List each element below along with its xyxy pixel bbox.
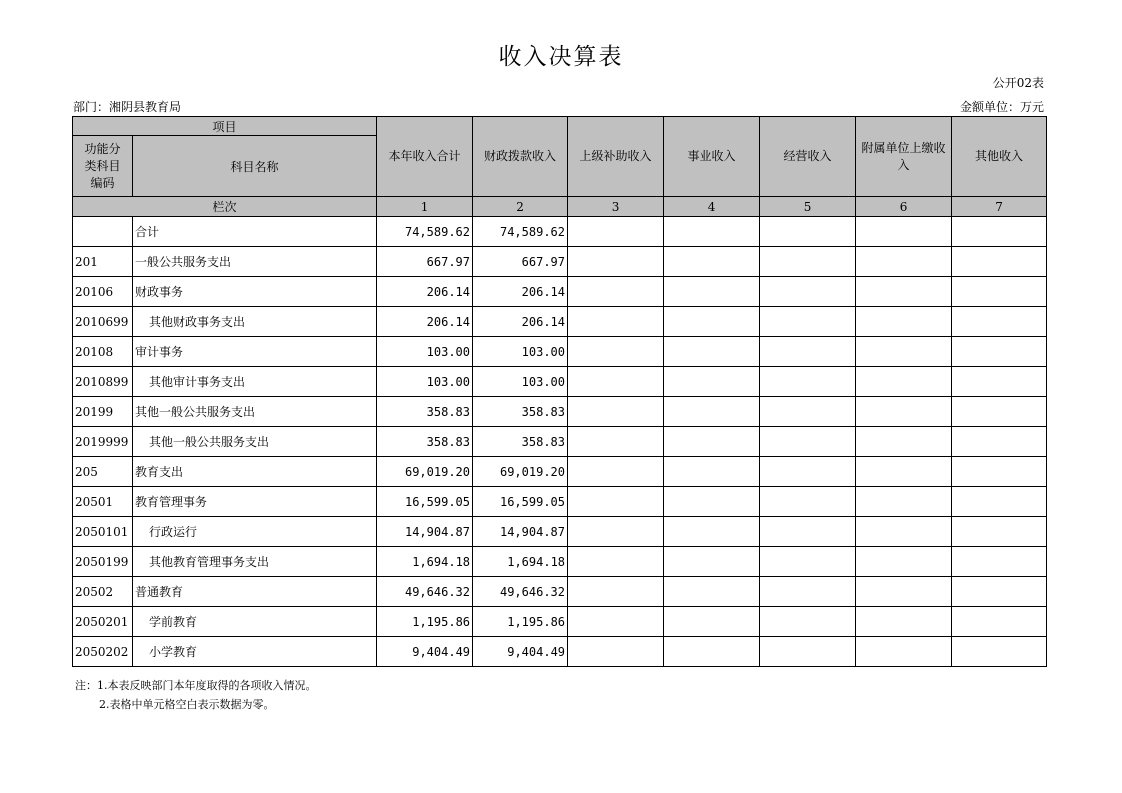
fiscal-income-cell: 1,694.18 [473,547,568,577]
fiscal-income-cell: 103.00 [473,337,568,367]
code-cell: 20108 [73,337,133,367]
code-cell: 2050101 [73,517,133,547]
operating-income-cell [760,607,856,637]
total-income-cell: 667.97 [377,247,473,277]
department-label: 部门：湘阴县教育局 [73,100,182,114]
table-row [73,607,1047,637]
superior-subsidy-cell [568,367,664,397]
superior-subsidy-cell [568,397,664,427]
note-2: 2.表格中单元格空白表示数据为零。 [99,698,275,711]
operating-income-cell [760,427,856,457]
business-income-cell [664,517,760,547]
code-cell: 2010699 [73,307,133,337]
code-cell: 20502 [73,577,133,607]
business-income-cell [664,397,760,427]
fiscal-income-cell: 14,904.87 [473,517,568,547]
income-table [72,116,1047,667]
col-number: 5 [760,197,856,217]
table-row [73,397,1047,427]
operating-income-cell [760,367,856,397]
affiliated-income-cell [856,517,952,547]
name-cell: 其他财政事务支出 [133,307,377,337]
affiliated-income-cell [856,487,952,517]
total-income-cell: 103.00 [377,367,473,397]
affiliated-income-cell [856,277,952,307]
name-cell: 其他一般公共服务支出 [133,427,377,457]
affiliated-income-cell [856,427,952,457]
other-income-cell [952,367,1047,397]
total-income-cell: 1,195.86 [377,607,473,637]
other-income-cell [952,487,1047,517]
fiscal-income-cell: 667.97 [473,247,568,277]
code-cell: 20106 [73,277,133,307]
business-income-cell [664,547,760,577]
business-income-cell [664,487,760,517]
table-row [73,517,1047,547]
col-header-operating: 经营收入 [760,117,856,197]
total-income-cell: 1,694.18 [377,547,473,577]
col-number: 3 [568,197,664,217]
operating-income-cell [760,487,856,517]
code-header: 功能分类科目编码 [73,136,133,197]
total-income-cell: 49,646.32 [377,577,473,607]
amount-unit-label: 金额单位：万元 [959,100,1044,114]
name-cell: 其他审计事务支出 [133,367,377,397]
affiliated-income-cell [856,577,952,607]
affiliated-income-cell [856,217,952,247]
operating-income-cell [760,577,856,607]
name-cell: 合计 [133,217,377,247]
col-header-other: 其他收入 [952,117,1047,197]
total-income-cell: 358.83 [377,397,473,427]
code-cell: 2019999 [73,427,133,457]
code-cell [73,217,133,247]
code-cell: 201 [73,247,133,277]
name-header: 科目名称 [133,136,377,197]
table-row [73,427,1047,457]
fiscal-income-cell: 69,019.20 [473,457,568,487]
name-cell: 学前教育 [133,607,377,637]
superior-subsidy-cell [568,577,664,607]
affiliated-income-cell [856,607,952,637]
name-cell: 教育支出 [133,457,377,487]
col-header-superior-subsidy: 上级补助收入 [568,117,664,197]
table-row [73,577,1047,607]
table-row [73,637,1047,667]
other-income-cell [952,337,1047,367]
affiliated-income-cell [856,367,952,397]
operating-income-cell [760,637,856,667]
business-income-cell [664,637,760,667]
footnotes [75,676,317,714]
other-income-cell [952,457,1047,487]
other-income-cell [952,427,1047,457]
affiliated-income-cell [856,547,952,577]
fiscal-income-cell: 358.83 [473,427,568,457]
other-income-cell [952,307,1047,337]
name-cell: 一般公共服务支出 [133,247,377,277]
business-income-cell [664,427,760,457]
code-cell: 2050199 [73,547,133,577]
business-income-cell [664,277,760,307]
fiscal-income-cell: 103.00 [473,367,568,397]
business-income-cell [664,367,760,397]
name-cell: 小学教育 [133,637,377,667]
superior-subsidy-cell [568,307,664,337]
other-income-cell [952,247,1047,277]
business-income-cell [664,577,760,607]
table-row [73,457,1047,487]
col-number: 6 [856,197,952,217]
operating-income-cell [760,337,856,367]
col-number: 1 [377,197,473,217]
table-row [73,487,1047,517]
superior-subsidy-cell [568,427,664,457]
business-income-cell [664,607,760,637]
code-cell: 2050201 [73,607,133,637]
total-income-cell: 103.00 [377,337,473,367]
fiscal-income-cell: 9,404.49 [473,637,568,667]
affiliated-income-cell [856,307,952,337]
name-cell: 行政运行 [133,517,377,547]
superior-subsidy-cell [568,547,664,577]
col-number: 2 [473,197,568,217]
col-number: 7 [952,197,1047,217]
superior-subsidy-cell [568,217,664,247]
operating-income-cell [760,397,856,427]
fiscal-income-cell: 358.83 [473,397,568,427]
other-income-cell [952,577,1047,607]
superior-subsidy-cell [568,457,664,487]
other-income-cell [952,397,1047,427]
col-header-affiliated: 附属单位上缴收入 [856,117,952,197]
name-cell: 财政事务 [133,277,377,307]
other-income-cell [952,277,1047,307]
col-header-business: 事业收入 [664,117,760,197]
total-income-cell: 206.14 [377,307,473,337]
fiscal-income-cell: 16,599.05 [473,487,568,517]
superior-subsidy-cell [568,277,664,307]
business-income-cell [664,217,760,247]
fiscal-income-cell: 49,646.32 [473,577,568,607]
fiscal-income-cell: 1,195.86 [473,607,568,637]
note-1: 注：1.本表反映部门本年度取得的各项收入情况。 [75,679,317,692]
superior-subsidy-cell [568,247,664,277]
col-header-total: 本年收入合计 [377,117,473,197]
superior-subsidy-cell [568,637,664,667]
operating-income-cell [760,307,856,337]
total-income-cell: 16,599.05 [377,487,473,517]
name-cell: 普通教育 [133,577,377,607]
code-cell: 2010899 [73,367,133,397]
total-income-cell: 74,589.62 [377,217,473,247]
other-income-cell [952,517,1047,547]
other-income-cell [952,637,1047,667]
operating-income-cell [760,517,856,547]
fiscal-income-cell: 206.14 [473,277,568,307]
page-title: 收入决算表 [498,44,624,70]
table-row [73,307,1047,337]
col-header-fiscal: 财政拨款收入 [473,117,568,197]
operating-income-cell [760,247,856,277]
name-cell: 审计事务 [133,337,377,367]
total-income-cell: 206.14 [377,277,473,307]
total-income-cell: 9,404.49 [377,637,473,667]
code-cell: 20501 [73,487,133,517]
business-income-cell [664,337,760,367]
operating-income-cell [760,457,856,487]
form-number: 公开02表 [992,76,1044,90]
affiliated-income-cell [856,337,952,367]
superior-subsidy-cell [568,607,664,637]
superior-subsidy-cell [568,337,664,367]
col-number: 4 [664,197,760,217]
superior-subsidy-cell [568,487,664,517]
table-row [73,217,1047,247]
table-row [73,547,1047,577]
affiliated-income-cell [856,637,952,667]
other-income-cell [952,607,1047,637]
table-row [73,367,1047,397]
other-income-cell [952,547,1047,577]
total-income-cell: 358.83 [377,427,473,457]
other-income-cell [952,217,1047,247]
name-cell: 其他一般公共服务支出 [133,397,377,427]
total-income-cell: 14,904.87 [377,517,473,547]
table-row [73,247,1047,277]
code-cell: 205 [73,457,133,487]
operating-income-cell [760,217,856,247]
name-cell: 其他教育管理事务支出 [133,547,377,577]
affiliated-income-cell [856,247,952,277]
business-income-cell [664,457,760,487]
total-income-cell: 69,019.20 [377,457,473,487]
table-row [73,277,1047,307]
business-income-cell [664,307,760,337]
code-cell: 2050202 [73,637,133,667]
item-header: 项目 [73,117,377,136]
affiliated-income-cell [856,397,952,427]
operating-income-cell [760,277,856,307]
table-row [73,337,1047,367]
superior-subsidy-cell [568,517,664,547]
row-label-header: 栏次 [73,197,377,217]
code-cell: 20199 [73,397,133,427]
affiliated-income-cell [856,457,952,487]
operating-income-cell [760,547,856,577]
fiscal-income-cell: 206.14 [473,307,568,337]
name-cell: 教育管理事务 [133,487,377,517]
business-income-cell [664,247,760,277]
fiscal-income-cell: 74,589.62 [473,217,568,247]
